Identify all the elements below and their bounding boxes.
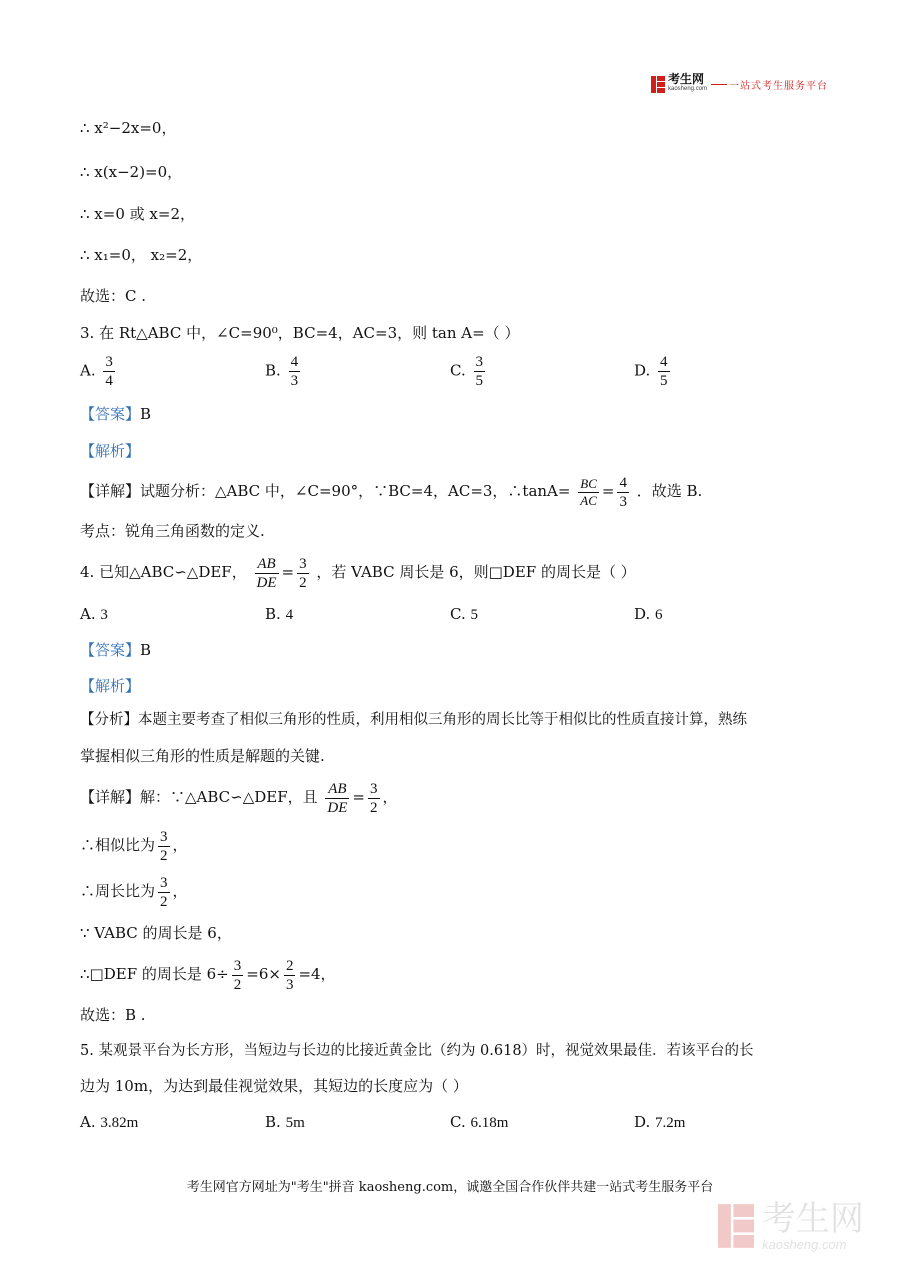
q4-detail-frac-num: AB [325, 780, 349, 799]
q4-step-1-num: 3 [160, 828, 168, 845]
q4-stem-ratio-num: AB [255, 555, 279, 574]
q4-step-4-fraction-2 [284, 957, 296, 994]
q5-stem-line-1: 5. 某观景平台为长方形，当短边与长边的比接近黄金比（约为 0.618）时，视觉效果最佳．若该平台的长 [80, 1043, 754, 1059]
q3-detail-fraction-2 [617, 474, 629, 511]
q5-option-a-value: 3.82m [100, 1115, 139, 1131]
q5-option-b-value: 5m [285, 1115, 305, 1131]
q4-option-d [634, 604, 663, 625]
solution-conclusion: 故选：C . [80, 287, 147, 305]
q4-option-c-value: 5 [470, 607, 478, 623]
solution-line-3: ∴ x=0 或 x=2， [80, 205, 195, 223]
q3-option-b-letter: B. [265, 361, 281, 380]
q4-stem-ratio-val-den: 2 [299, 574, 307, 591]
q5-option-a-letter: A. [80, 1113, 96, 1131]
q3-option-c [450, 353, 488, 390]
q3-option-c-letter: C. [450, 361, 466, 380]
logo-brand: 考生网 [668, 72, 705, 86]
q5-option-b-letter: B. [265, 1113, 281, 1131]
q5-option-d [634, 1112, 685, 1133]
q3-option-c-fraction [474, 353, 486, 390]
q3-option-b-num: 4 [290, 354, 299, 370]
q3-stem: 3. 在 Rt△ABC 中，∠C=90⁰，BC=4，AC=3，则 tan A=（ ） [80, 324, 520, 342]
logo-slogan: 一站式考生服务平台 [729, 80, 829, 92]
q3-detail-prefix: 【详解】试题分析：△ABC 中，∠C=90°，∵BC=4，AC=3，∴tanA= [80, 482, 571, 500]
q3-detail-frac1-num: BC [580, 475, 597, 491]
q4-step-4-prefix: ∴□DEF 的周长是 6÷ [80, 965, 229, 983]
q3-option-a-den: 4 [105, 373, 113, 389]
q4-detail-suffix: ， [382, 788, 398, 806]
watermark-domain: kaosheng.com [762, 1237, 847, 1252]
q4-step-1-den: 2 [160, 847, 168, 864]
solution-line-4: ∴ x₁=0， x₂=2， [80, 246, 203, 264]
q3-answer-value: B [140, 405, 152, 423]
logo-domain: kaosheng.com [668, 86, 708, 92]
q4-option-b-letter: B. [265, 605, 281, 623]
q4-analysis-line-2: 掌握相似三角形的性质是解题的关键. [80, 747, 325, 765]
q3-option-d-letter: D. [634, 361, 651, 380]
q4-detail-val-num: 3 [370, 780, 378, 797]
q4-step-4-mid: =6× [246, 965, 281, 983]
q3-option-d-num: 4 [660, 354, 668, 370]
q3-detail-fraction-1 [578, 476, 599, 509]
q5-option-d-letter: D. [634, 1113, 651, 1131]
q4-detail-frac-den: DE [327, 799, 348, 816]
q4-stem-ratio-value [297, 555, 309, 592]
q4-step-3: ∵ VABC 的周长是 6， [80, 924, 232, 942]
header-logo [651, 74, 828, 94]
q4-step-2-num: 3 [160, 874, 168, 891]
q3-answer [80, 404, 151, 424]
q4-step-4-f2-den: 3 [285, 976, 294, 993]
q4-stem-prefix: 4. 已知△ABC∽△DEF， [80, 563, 247, 581]
q3-detail-frac2-den: 3 [619, 493, 627, 510]
q4-detail: 【详解】解：∵△ABC∽△DEF，且 $\frac{AB}{DE}$ = $\frac{3}{2}$ ， [80, 780, 398, 816]
q3-option-a-num: 3 [105, 354, 113, 370]
watermark-logo-icon [718, 1203, 754, 1249]
q4-option-a-value: 3 [100, 607, 108, 623]
q4-detail-val-den: 2 [370, 799, 378, 816]
q5-option-c-letter: C. [450, 1113, 466, 1131]
q4-detail-prefix: 【详解】解：∵△ABC∽△DEF，且 [80, 788, 318, 806]
q4-step-4-f1-den: 2 [233, 976, 242, 993]
q4-step-2-fraction [158, 874, 170, 911]
solution-line-2: ∴ x(x−2)=0， [80, 163, 183, 181]
q4-stem-ratio-den: DE [256, 574, 277, 591]
q4-option-a [80, 604, 108, 625]
q3-analysis-tag: 【解析】 [80, 442, 141, 460]
q5-stem-line-2: 边为 10m，为达到最佳视觉效果，其短边的长度应为（ ） [80, 1077, 468, 1095]
q4-step-4 [80, 954, 336, 994]
footer-text: 考生网官方网址为"考生"拼音 kaosheng.com，诚邀全国合作伙伴共建一站式考生服务平台 [186, 1180, 714, 1195]
q3-option-d-den: 5 [660, 373, 668, 389]
q4-stem: 4. 已知△ABC∽△DEF， $\frac{AB}{DE}$ = $\frac{3}{2}$ ，若 VABC 周长是 6，则□DEF 的周长是（ ） [80, 555, 636, 591]
q4-option-d-letter: D. [634, 605, 651, 623]
q4-step-1-fraction [158, 828, 170, 865]
q4-option-b-value: 4 [285, 607, 294, 623]
q4-detail-fraction [325, 780, 349, 817]
q4-detail-value [368, 780, 380, 817]
q3-answer-tag: 【答案】 [80, 405, 141, 423]
q3-option-c-num: 3 [475, 354, 483, 370]
q5-option-c-value: 6.18m [470, 1115, 509, 1131]
q3-detail-frac2-num: 4 [619, 474, 627, 491]
q4-stem-suffix: ，若 VABC 周长是 6，则□DEF 的周长是（ ） [316, 563, 636, 581]
q3-detail-frac1-den: AC [580, 492, 597, 508]
q3-option-c-den: 5 [475, 373, 483, 389]
q4-stem-ratio [255, 555, 279, 592]
solution-line-1: ∴ x²−2x=0， [80, 119, 177, 137]
q3-option-a-fraction [103, 353, 115, 390]
q4-answer-tag: 【答案】 [80, 641, 141, 659]
q4-step-4-fraction-1 [232, 957, 244, 994]
q3-option-a-letter: A. [80, 361, 96, 380]
q3-option-b [265, 353, 303, 390]
q4-step-4-f2-num: 2 [285, 957, 294, 974]
q4-step-1-text: ∴相似比为 [80, 836, 156, 854]
q4-option-c [450, 604, 478, 625]
q4-stem-ratio-val-num: 3 [299, 555, 307, 572]
watermark [718, 1200, 864, 1252]
q5-option-b [265, 1112, 305, 1133]
q4-option-d-value: 6 [655, 607, 663, 623]
q5-option-c [450, 1112, 508, 1133]
watermark-brand: 考生网 [762, 1200, 864, 1238]
q3-option-d-fraction [658, 353, 670, 390]
q4-step-4-suffix: =4， [298, 965, 336, 983]
q4-conclusion: 故选：B . [80, 1006, 146, 1024]
q4-step-2: ∴周长比为 $\frac{3}{2}$ ， [80, 874, 188, 910]
q4-answer [80, 640, 151, 660]
q3-detail: 【详解】试题分析：△ABC 中，∠C=90°，∵BC=4，AC=3，∴tanA= $\frac{BC}{AC}$ = $\frac{4}{3}$ ．故选 B. [80, 474, 703, 510]
q3-detail-suffix: ．故选 B. [636, 482, 703, 500]
q4-step-2-den: 2 [160, 893, 168, 910]
q4-step-1: ∴相似比为 $\frac{3}{2}$ ， [80, 828, 188, 864]
q3-option-b-den: 3 [290, 373, 299, 389]
q4-analysis-tag: 【解析】 [80, 677, 141, 695]
q5-option-a [80, 1112, 138, 1133]
logo-mark-icon [651, 76, 665, 93]
q4-step-2-text: ∴周长比为 [80, 882, 156, 900]
q4-option-b [265, 604, 293, 625]
q3-option-b-fraction [289, 353, 301, 390]
q4-analysis-line-1: 【分析】本题主要考查了相似三角形的性质，利用相似三角形的周长比等于相似比的性质直接计算，熟练 [80, 712, 747, 728]
q4-answer-value: B [140, 641, 152, 659]
q3-option-d [634, 353, 673, 390]
q5-option-d-value: 7.2m [655, 1115, 686, 1131]
q4-option-c-letter: C. [450, 605, 466, 623]
q4-option-a-letter: A. [80, 605, 96, 623]
q4-step-4-f1-num: 3 [233, 957, 242, 974]
q3-kaodian: 考点：锐角三角函数的定义. [80, 522, 265, 540]
q3-option-a [80, 353, 118, 390]
